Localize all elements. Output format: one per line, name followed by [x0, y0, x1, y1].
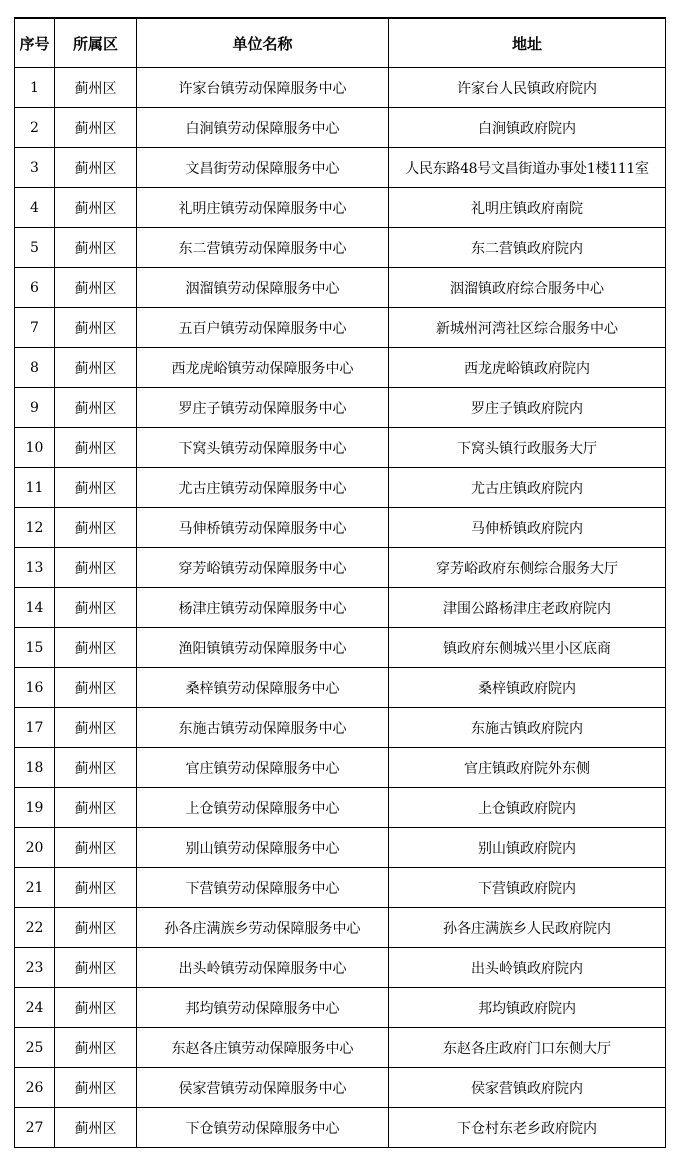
cell-district: 蓟州区 — [55, 308, 137, 348]
cell-no: 3 — [15, 148, 55, 188]
cell-address: 下窝头镇行政服务大厅 — [389, 428, 666, 468]
table-row — [15, 548, 666, 588]
table-row — [15, 588, 666, 628]
cell-district: 蓟州区 — [55, 348, 137, 388]
cell-address: 尤古庄镇政府院内 — [389, 468, 666, 508]
cell-address: 马伸桥镇政府院内 — [389, 508, 666, 548]
cell-name: 官庄镇劳动保障服务中心 — [137, 748, 389, 788]
cell-no: 23 — [15, 948, 55, 988]
cell-address: 上仓镇政府院内 — [389, 788, 666, 828]
cell-name: 马伸桥镇劳动保障服务中心 — [137, 508, 389, 548]
cell-no: 9 — [15, 388, 55, 428]
cell-address: 侯家营镇政府院内 — [389, 1068, 666, 1108]
cell-name: 东施古镇劳动保障服务中心 — [137, 708, 389, 748]
cell-no: 5 — [15, 228, 55, 268]
cell-district: 蓟州区 — [55, 188, 137, 228]
cell-district: 蓟州区 — [55, 508, 137, 548]
table-row — [15, 148, 666, 188]
cell-name: 东二营镇劳动保障服务中心 — [137, 228, 389, 268]
cell-address: 东施古镇政府院内 — [389, 708, 666, 748]
table-row — [15, 788, 666, 828]
cell-address: 出头岭镇政府院内 — [389, 948, 666, 988]
cell-name: 下营镇劳动保障服务中心 — [137, 868, 389, 908]
cell-district: 蓟州区 — [55, 1108, 137, 1148]
table-row — [15, 668, 666, 708]
header-row — [15, 18, 666, 68]
header-no: 序号 — [15, 18, 55, 68]
cell-name: 罗庄子镇劳动保障服务中心 — [137, 388, 389, 428]
cell-no: 18 — [15, 748, 55, 788]
cell-district: 蓟州区 — [55, 708, 137, 748]
cell-district: 蓟州区 — [55, 828, 137, 868]
cell-no: 4 — [15, 188, 55, 228]
cell-no: 12 — [15, 508, 55, 548]
cell-district: 蓟州区 — [55, 388, 137, 428]
cell-name: 桑梓镇劳动保障服务中心 — [137, 668, 389, 708]
cell-address: 新城州河湾社区综合服务中心 — [389, 308, 666, 348]
cell-name: 邦均镇劳动保障服务中心 — [137, 988, 389, 1028]
cell-address: 镇政府东侧城兴里小区底商 — [389, 628, 666, 668]
cell-name: 穿芳峪镇劳动保障服务中心 — [137, 548, 389, 588]
cell-district: 蓟州区 — [55, 548, 137, 588]
cell-district: 蓟州区 — [55, 748, 137, 788]
cell-district: 蓟州区 — [55, 108, 137, 148]
service-center-table — [14, 17, 666, 1148]
cell-name: 出头岭镇劳动保障服务中心 — [137, 948, 389, 988]
cell-no: 6 — [15, 268, 55, 308]
cell-no: 1 — [15, 68, 55, 108]
cell-no: 10 — [15, 428, 55, 468]
cell-district: 蓟州区 — [55, 988, 137, 1028]
cell-no: 7 — [15, 308, 55, 348]
cell-name: 上仓镇劳动保障服务中心 — [137, 788, 389, 828]
cell-no: 24 — [15, 988, 55, 1028]
cell-district: 蓟州区 — [55, 908, 137, 948]
cell-no: 17 — [15, 708, 55, 748]
cell-address: 罗庄子镇政府院内 — [389, 388, 666, 428]
cell-district: 蓟州区 — [55, 1028, 137, 1068]
cell-name: 文昌街劳动保障服务中心 — [137, 148, 389, 188]
cell-no: 14 — [15, 588, 55, 628]
cell-address: 官庄镇政府院外东侧 — [389, 748, 666, 788]
table-row — [15, 348, 666, 388]
cell-no: 16 — [15, 668, 55, 708]
cell-district: 蓟州区 — [55, 468, 137, 508]
cell-address: 许家台人民镇政府院内 — [389, 68, 666, 108]
cell-district: 蓟州区 — [55, 788, 137, 828]
table-row — [15, 708, 666, 748]
cell-district: 蓟州区 — [55, 1068, 137, 1108]
cell-district: 蓟州区 — [55, 228, 137, 268]
cell-name: 礼明庄镇劳动保障服务中心 — [137, 188, 389, 228]
cell-address: 邦均镇政府院内 — [389, 988, 666, 1028]
cell-district: 蓟州区 — [55, 268, 137, 308]
cell-no: 27 — [15, 1108, 55, 1148]
table-row — [15, 228, 666, 268]
cell-name: 侯家营镇劳动保障服务中心 — [137, 1068, 389, 1108]
cell-name: 东赵各庄镇劳动保障服务中心 — [137, 1028, 389, 1068]
table-row — [15, 268, 666, 308]
cell-no: 13 — [15, 548, 55, 588]
table-row — [15, 1068, 666, 1108]
table-body — [15, 68, 666, 1148]
table-row — [15, 108, 666, 148]
cell-address: 下仓村东老乡政府院内 — [389, 1108, 666, 1148]
table-row — [15, 988, 666, 1028]
table-row — [15, 948, 666, 988]
cell-address: 下营镇政府院内 — [389, 868, 666, 908]
cell-no: 25 — [15, 1028, 55, 1068]
table-row — [15, 828, 666, 868]
cell-district: 蓟州区 — [55, 668, 137, 708]
header-address: 地址 — [389, 18, 666, 68]
table-row — [15, 188, 666, 228]
cell-no: 15 — [15, 628, 55, 668]
cell-no: 20 — [15, 828, 55, 868]
table-row — [15, 508, 666, 548]
table-row — [15, 748, 666, 788]
cell-address: 东二营镇政府院内 — [389, 228, 666, 268]
table-header — [15, 18, 666, 68]
table-row — [15, 628, 666, 668]
cell-address: 别山镇政府院内 — [389, 828, 666, 868]
cell-name: 孙各庄满族乡劳动保障服务中心 — [137, 908, 389, 948]
header-name: 单位名称 — [137, 18, 389, 68]
cell-address: 礼明庄镇政府南院 — [389, 188, 666, 228]
cell-no: 19 — [15, 788, 55, 828]
table-row — [15, 428, 666, 468]
cell-address: 东赵各庄政府门口东侧大厅 — [389, 1028, 666, 1068]
table-row — [15, 868, 666, 908]
cell-address: 白涧镇政府院内 — [389, 108, 666, 148]
table-row — [15, 1108, 666, 1148]
cell-name: 西龙虎峪镇劳动保障服务中心 — [137, 348, 389, 388]
table-row — [15, 468, 666, 508]
cell-district: 蓟州区 — [55, 868, 137, 908]
table-row — [15, 308, 666, 348]
cell-no: 21 — [15, 868, 55, 908]
cell-district: 蓟州区 — [55, 948, 137, 988]
cell-address: 人民东路48号文昌街道办事处1楼111室 — [389, 148, 666, 188]
cell-no: 11 — [15, 468, 55, 508]
cell-no: 8 — [15, 348, 55, 388]
cell-name: 杨津庄镇劳动保障服务中心 — [137, 588, 389, 628]
table-row — [15, 908, 666, 948]
cell-name: 五百户镇劳动保障服务中心 — [137, 308, 389, 348]
cell-district: 蓟州区 — [55, 428, 137, 468]
table-row — [15, 68, 666, 108]
cell-name: 渔阳镇镇劳动保障服务中心 — [137, 628, 389, 668]
cell-name: 下窝头镇劳动保障服务中心 — [137, 428, 389, 468]
cell-name: 白涧镇劳动保障服务中心 — [137, 108, 389, 148]
cell-name: 下仓镇劳动保障服务中心 — [137, 1108, 389, 1148]
cell-district: 蓟州区 — [55, 148, 137, 188]
cell-name: 尤古庄镇劳动保障服务中心 — [137, 468, 389, 508]
cell-address: 穿芳峪政府东侧综合服务大厅 — [389, 548, 666, 588]
cell-address: 洇溜镇政府综合服务中心 — [389, 268, 666, 308]
cell-address: 西龙虎峪镇政府院内 — [389, 348, 666, 388]
cell-address: 孙各庄满族乡人民政府院内 — [389, 908, 666, 948]
cell-name: 许家台镇劳动保障服务中心 — [137, 68, 389, 108]
cell-district: 蓟州区 — [55, 628, 137, 668]
cell-address: 桑梓镇政府院内 — [389, 668, 666, 708]
cell-no: 26 — [15, 1068, 55, 1108]
cell-no: 2 — [15, 108, 55, 148]
cell-district: 蓟州区 — [55, 588, 137, 628]
cell-district: 蓟州区 — [55, 68, 137, 108]
table-row — [15, 1028, 666, 1068]
table-row — [15, 388, 666, 428]
header-district: 所属区 — [55, 18, 137, 68]
cell-no: 22 — [15, 908, 55, 948]
cell-address: 津围公路杨津庄老政府院内 — [389, 588, 666, 628]
cell-name: 别山镇劳动保障服务中心 — [137, 828, 389, 868]
cell-name: 洇溜镇劳动保障服务中心 — [137, 268, 389, 308]
